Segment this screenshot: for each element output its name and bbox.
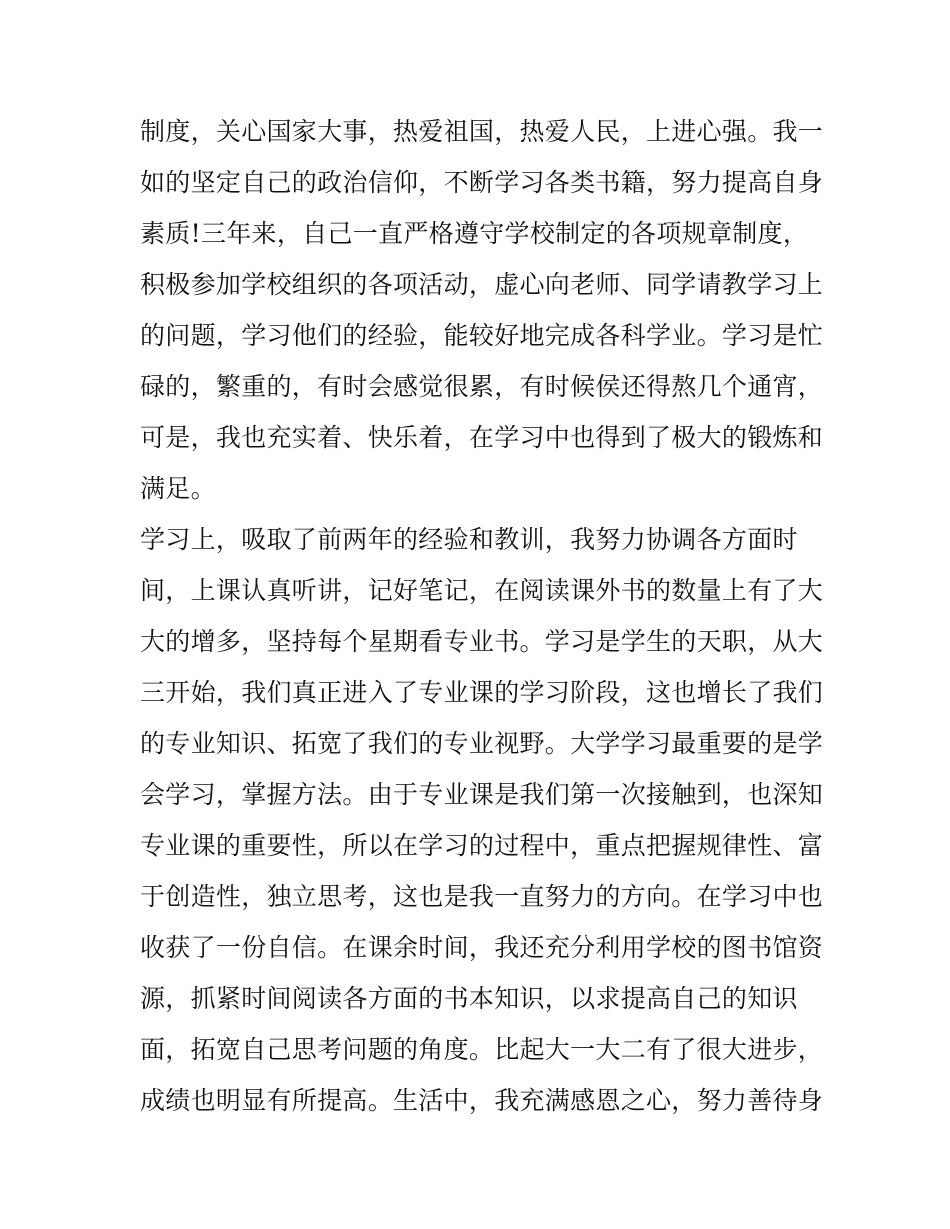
- text-line: 满足。: [140, 474, 216, 503]
- text-line: 三开始，我们真正进入了专业课的学习阶段，这也增长了我们: [140, 678, 824, 707]
- body-text: [140, 106, 824, 1126]
- text-line: 专业课的重要性，所以在学习的过程中，重点把握规律性、富: [140, 831, 824, 860]
- text-line: 可是，我也充实着、快乐着，在学习中也得到了极大的锻炼和: [140, 423, 824, 452]
- text-line: 于创造性，独立思考，这也是我一直努力的方向。在学习中也: [140, 882, 824, 911]
- text-line: 间，上课认真听讲，记好笔记，在阅读课外书的数量上有了大: [140, 576, 824, 605]
- text-line: 收获了一份自信。在课余时间，我还充分利用学校的图书馆资: [140, 933, 824, 962]
- text-line: 面，拓宽自己思考问题的角度。比起大一大二有了很大进步，: [140, 1035, 824, 1064]
- text-line: 素质!三年来，自己一直严格遵守学校制定的各项规章制度，: [140, 219, 809, 248]
- text-line: 如的坚定自己的政治信仰，不断学习各类书籍，努力提高自身: [140, 168, 824, 197]
- text-line: 制度，关心国家大事，热爱祖国，热爱人民，上进心强。我一: [140, 117, 824, 146]
- text-line: 学习上，吸取了前两年的经验和教训，我努力协调各方面时: [140, 525, 798, 554]
- text-line: 成绩也明显有所提高。生活中，我充满感恩之心，努力善待身: [140, 1086, 824, 1115]
- text-line: 大的增多，坚持每个星期看专业书。学习是学生的天职，从大: [140, 627, 824, 656]
- text-line: 会学习，掌握方法。由于专业课是我们第一次接触到，也深知: [140, 780, 824, 809]
- text-line: 碌的，繁重的，有时会感觉很累，有时候侯还得熬几个通宵，: [140, 372, 824, 401]
- text-line: 积极参加学校组织的各项活动，虚心向老师、同学请教学习上: [140, 270, 824, 299]
- text-line: 源，抓紧时间阅读各方面的书本知识，以求提高自己的知识: [140, 984, 798, 1013]
- text-line: 的专业知识、拓宽了我们的专业视野。大学学习最重要的是学: [140, 729, 824, 758]
- text-line: 的问题，学习他们的经验，能较好地完成各科学业。学习是忙: [140, 321, 824, 350]
